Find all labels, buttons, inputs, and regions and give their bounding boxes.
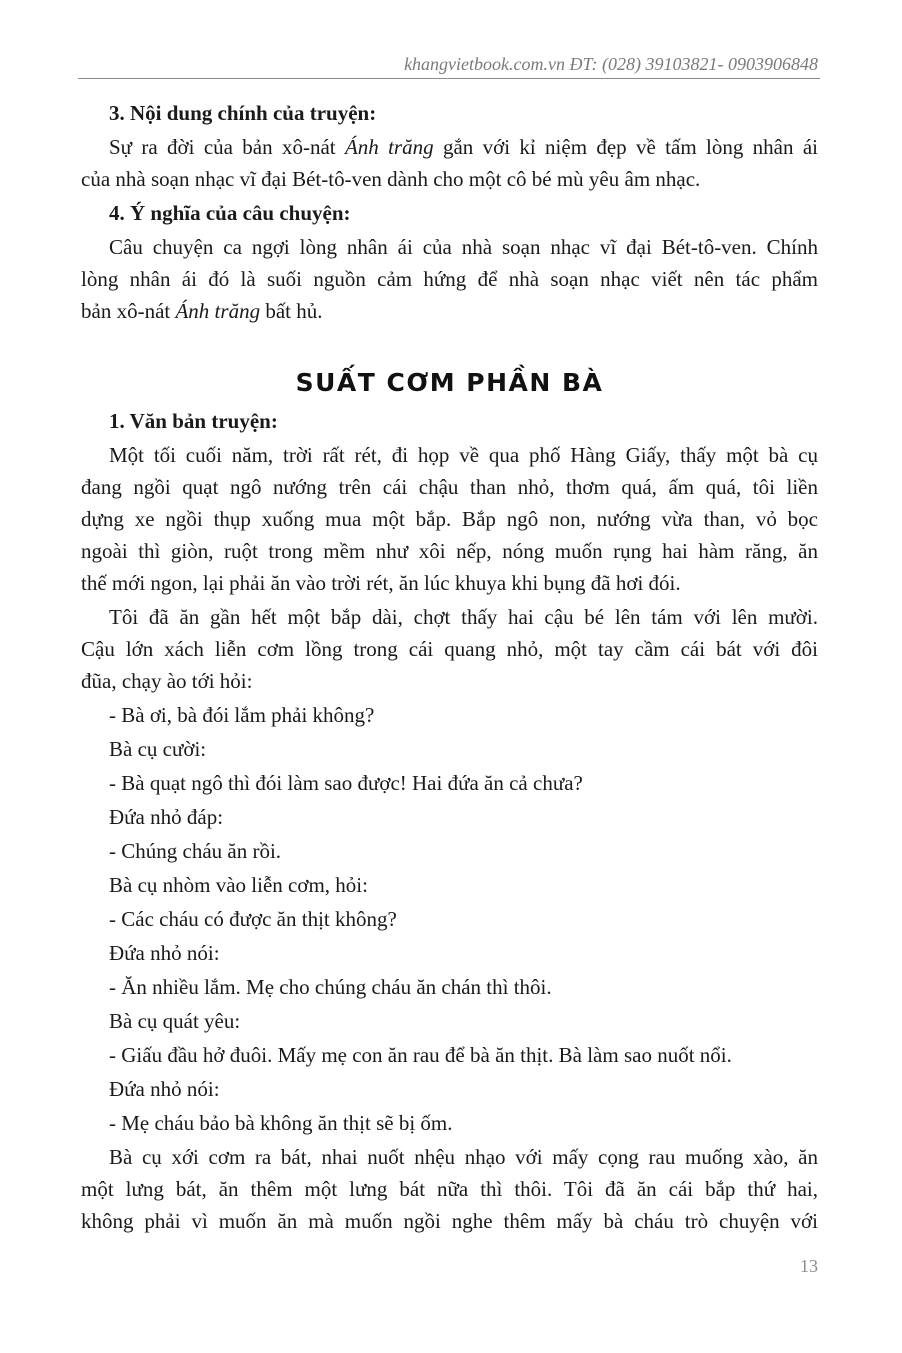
section-heading bbox=[81, 97, 818, 129]
section-heading bbox=[81, 197, 818, 229]
paragraph bbox=[81, 131, 818, 195]
text-line bbox=[81, 601, 818, 633]
paragraph bbox=[81, 1073, 818, 1105]
text-line bbox=[81, 767, 818, 799]
text-line bbox=[81, 197, 818, 229]
text-run: đũa, chạy ào tới hỏi: bbox=[81, 669, 253, 693]
text-run: Sự ra đời của bản xô-nát bbox=[109, 135, 345, 159]
text-run: Đứa nhỏ đáp: bbox=[109, 805, 224, 829]
text-run: bản xô-nát bbox=[81, 299, 176, 323]
text-run: Tôi đã ăn gần hết một bắp dài, chợt thấy hai cậu bé lên tám với lên mười. bbox=[109, 605, 818, 629]
text-line bbox=[81, 1005, 818, 1037]
paragraph bbox=[81, 971, 818, 1003]
text-run: bất hủ. bbox=[260, 299, 323, 323]
paragraph bbox=[81, 869, 818, 901]
text-run: - Mẹ cháu bảo bà không ăn thịt sẽ bị ốm. bbox=[109, 1111, 453, 1135]
text-line bbox=[81, 503, 818, 535]
text-run: Đứa nhỏ nói: bbox=[109, 941, 220, 965]
text-run: 1. Văn bản truyện: bbox=[109, 409, 278, 433]
text-run: 3. Nội dung chính của truyện: bbox=[109, 101, 377, 125]
text-line bbox=[81, 471, 818, 503]
paragraph bbox=[81, 801, 818, 833]
text-line bbox=[81, 231, 818, 263]
text-line bbox=[81, 1141, 818, 1173]
text-run: một lưng bát, ăn thêm một lưng bát nữa thì thôi. Tôi đã ăn cái bắp thứ hai, bbox=[81, 1177, 818, 1201]
text-run: Bà cụ cười: bbox=[109, 737, 207, 761]
text-run: không phải vì muốn ăn mà muốn ngồi nghe thêm mấy bà cháu trò chuyện với bbox=[81, 1209, 818, 1233]
paragraph bbox=[81, 231, 818, 327]
text-line bbox=[81, 263, 818, 295]
text-line bbox=[81, 699, 818, 731]
text-run: - Chúng cháu ăn rồi. bbox=[109, 839, 282, 863]
section-heading bbox=[81, 405, 818, 437]
text-run: thế mới ngon, lại phải ăn vào trời rét, ăn lúc khuya khi bụng đã hơi đói. bbox=[81, 571, 681, 595]
story-title: SUẤT CƠM PHẦN BÀ bbox=[295, 368, 604, 397]
text-line bbox=[81, 405, 818, 437]
paragraph bbox=[81, 1039, 818, 1071]
text-run: Câu chuyện ca ngợi lòng nhân ái của nhà soạn nhạc vĩ đại Bét-tô-ven. Chính bbox=[109, 235, 818, 259]
text-run: ngoài thì giòn, ruột trong mềm như xôi nếp, nóng muốn rụng hai hàm răng, ăn bbox=[81, 539, 818, 563]
italic-title-text: Ánh trăng bbox=[175, 299, 261, 323]
text-line bbox=[81, 733, 818, 765]
text-line bbox=[81, 97, 818, 129]
text-run: Bà cụ quát yêu: bbox=[109, 1009, 241, 1033]
text-run: - Giấu đầu hở đuôi. Mấy mẹ con ăn rau để bà ăn thịt. Bà làm sao nuốt nổi. bbox=[109, 1043, 732, 1067]
text-run: - Bà quạt ngô thì đói làm sao được! Hai đứa ăn cả chưa? bbox=[109, 771, 583, 795]
text-line bbox=[81, 903, 818, 935]
paragraph bbox=[81, 439, 818, 599]
page-body bbox=[81, 97, 818, 1237]
text-line bbox=[81, 1173, 818, 1205]
text-run: - Bà ơi, bà đói lắm phải không? bbox=[109, 703, 375, 727]
paragraph bbox=[81, 699, 818, 731]
text-run: Bà cụ xới cơm ra bát, nhai nuốt nhệu nhạo với mấy cọng rau muống xào, ăn bbox=[109, 1145, 818, 1169]
text-run: 4. Ý nghĩa của câu chuyện: bbox=[109, 201, 351, 225]
text-run: của nhà soạn nhạc vĩ đại Bét-tô-ven dành cho một cô bé mù yêu âm nhạc. bbox=[81, 167, 701, 191]
text-line bbox=[81, 665, 818, 697]
text-line bbox=[81, 801, 818, 833]
text-line bbox=[81, 535, 818, 567]
text-line bbox=[81, 971, 818, 1003]
text-line bbox=[81, 937, 818, 969]
text-line bbox=[81, 163, 818, 195]
text-line bbox=[81, 835, 818, 867]
text-line bbox=[81, 439, 818, 471]
text-line bbox=[81, 131, 818, 163]
paragraph bbox=[81, 903, 818, 935]
text-line bbox=[81, 1107, 818, 1139]
paragraph bbox=[81, 937, 818, 969]
text-line bbox=[81, 633, 818, 665]
text-run: Bà cụ nhòm vào liễn cơm, hỏi: bbox=[109, 873, 368, 897]
header-rule bbox=[78, 78, 820, 79]
paragraph bbox=[81, 733, 818, 765]
text-line bbox=[81, 1205, 818, 1237]
paragraph bbox=[81, 1005, 818, 1037]
running-header: khangvietbook.com.vn ĐT: (028) 39103821- 0903906848 bbox=[404, 54, 818, 74]
text-line bbox=[81, 869, 818, 901]
paragraph bbox=[81, 1107, 818, 1139]
paragraph bbox=[81, 601, 818, 697]
text-line bbox=[81, 567, 818, 599]
paragraph bbox=[81, 835, 818, 867]
paragraph bbox=[81, 1141, 818, 1237]
text-run: lòng nhân ái đó là suối nguồn cảm hứng để nhà soạn nhạc viết nên tác phẩm bbox=[81, 267, 818, 291]
text-run: Một tối cuối năm, trời rất rét, đi họp về qua phố Hàng Giấy, thấy một bà cụ bbox=[109, 443, 818, 467]
text-line bbox=[81, 1039, 818, 1071]
text-line bbox=[81, 295, 818, 327]
text-run: dựng xe ngồi thụp xuống mua một bắp. Bắp ngô non, nướng vừa than, vỏ bọc bbox=[81, 507, 818, 531]
italic-title-text: Ánh trăng bbox=[344, 135, 434, 159]
text-line bbox=[81, 1073, 818, 1105]
page-number: 13 bbox=[800, 1256, 818, 1276]
text-run: - Các cháu có được ăn thịt không? bbox=[109, 907, 397, 931]
text-run: Đứa nhỏ nói: bbox=[109, 1077, 220, 1101]
paragraph bbox=[81, 767, 818, 799]
text-run: đang ngồi quạt ngô nướng trên cái chậu than nhỏ, thơm quá, ấm quá, tôi liền bbox=[81, 475, 818, 499]
text-run: gắn với kỉ niệm đẹp về tấm lòng nhân ái bbox=[433, 135, 818, 159]
text-run: - Ăn nhiều lắm. Mẹ cho chúng cháu ăn chán thì thôi. bbox=[109, 975, 552, 999]
text-run: Cậu lớn xách liễn cơm lồng trong cái quang nhỏ, một tay cầm cái bát với đôi bbox=[81, 637, 818, 661]
